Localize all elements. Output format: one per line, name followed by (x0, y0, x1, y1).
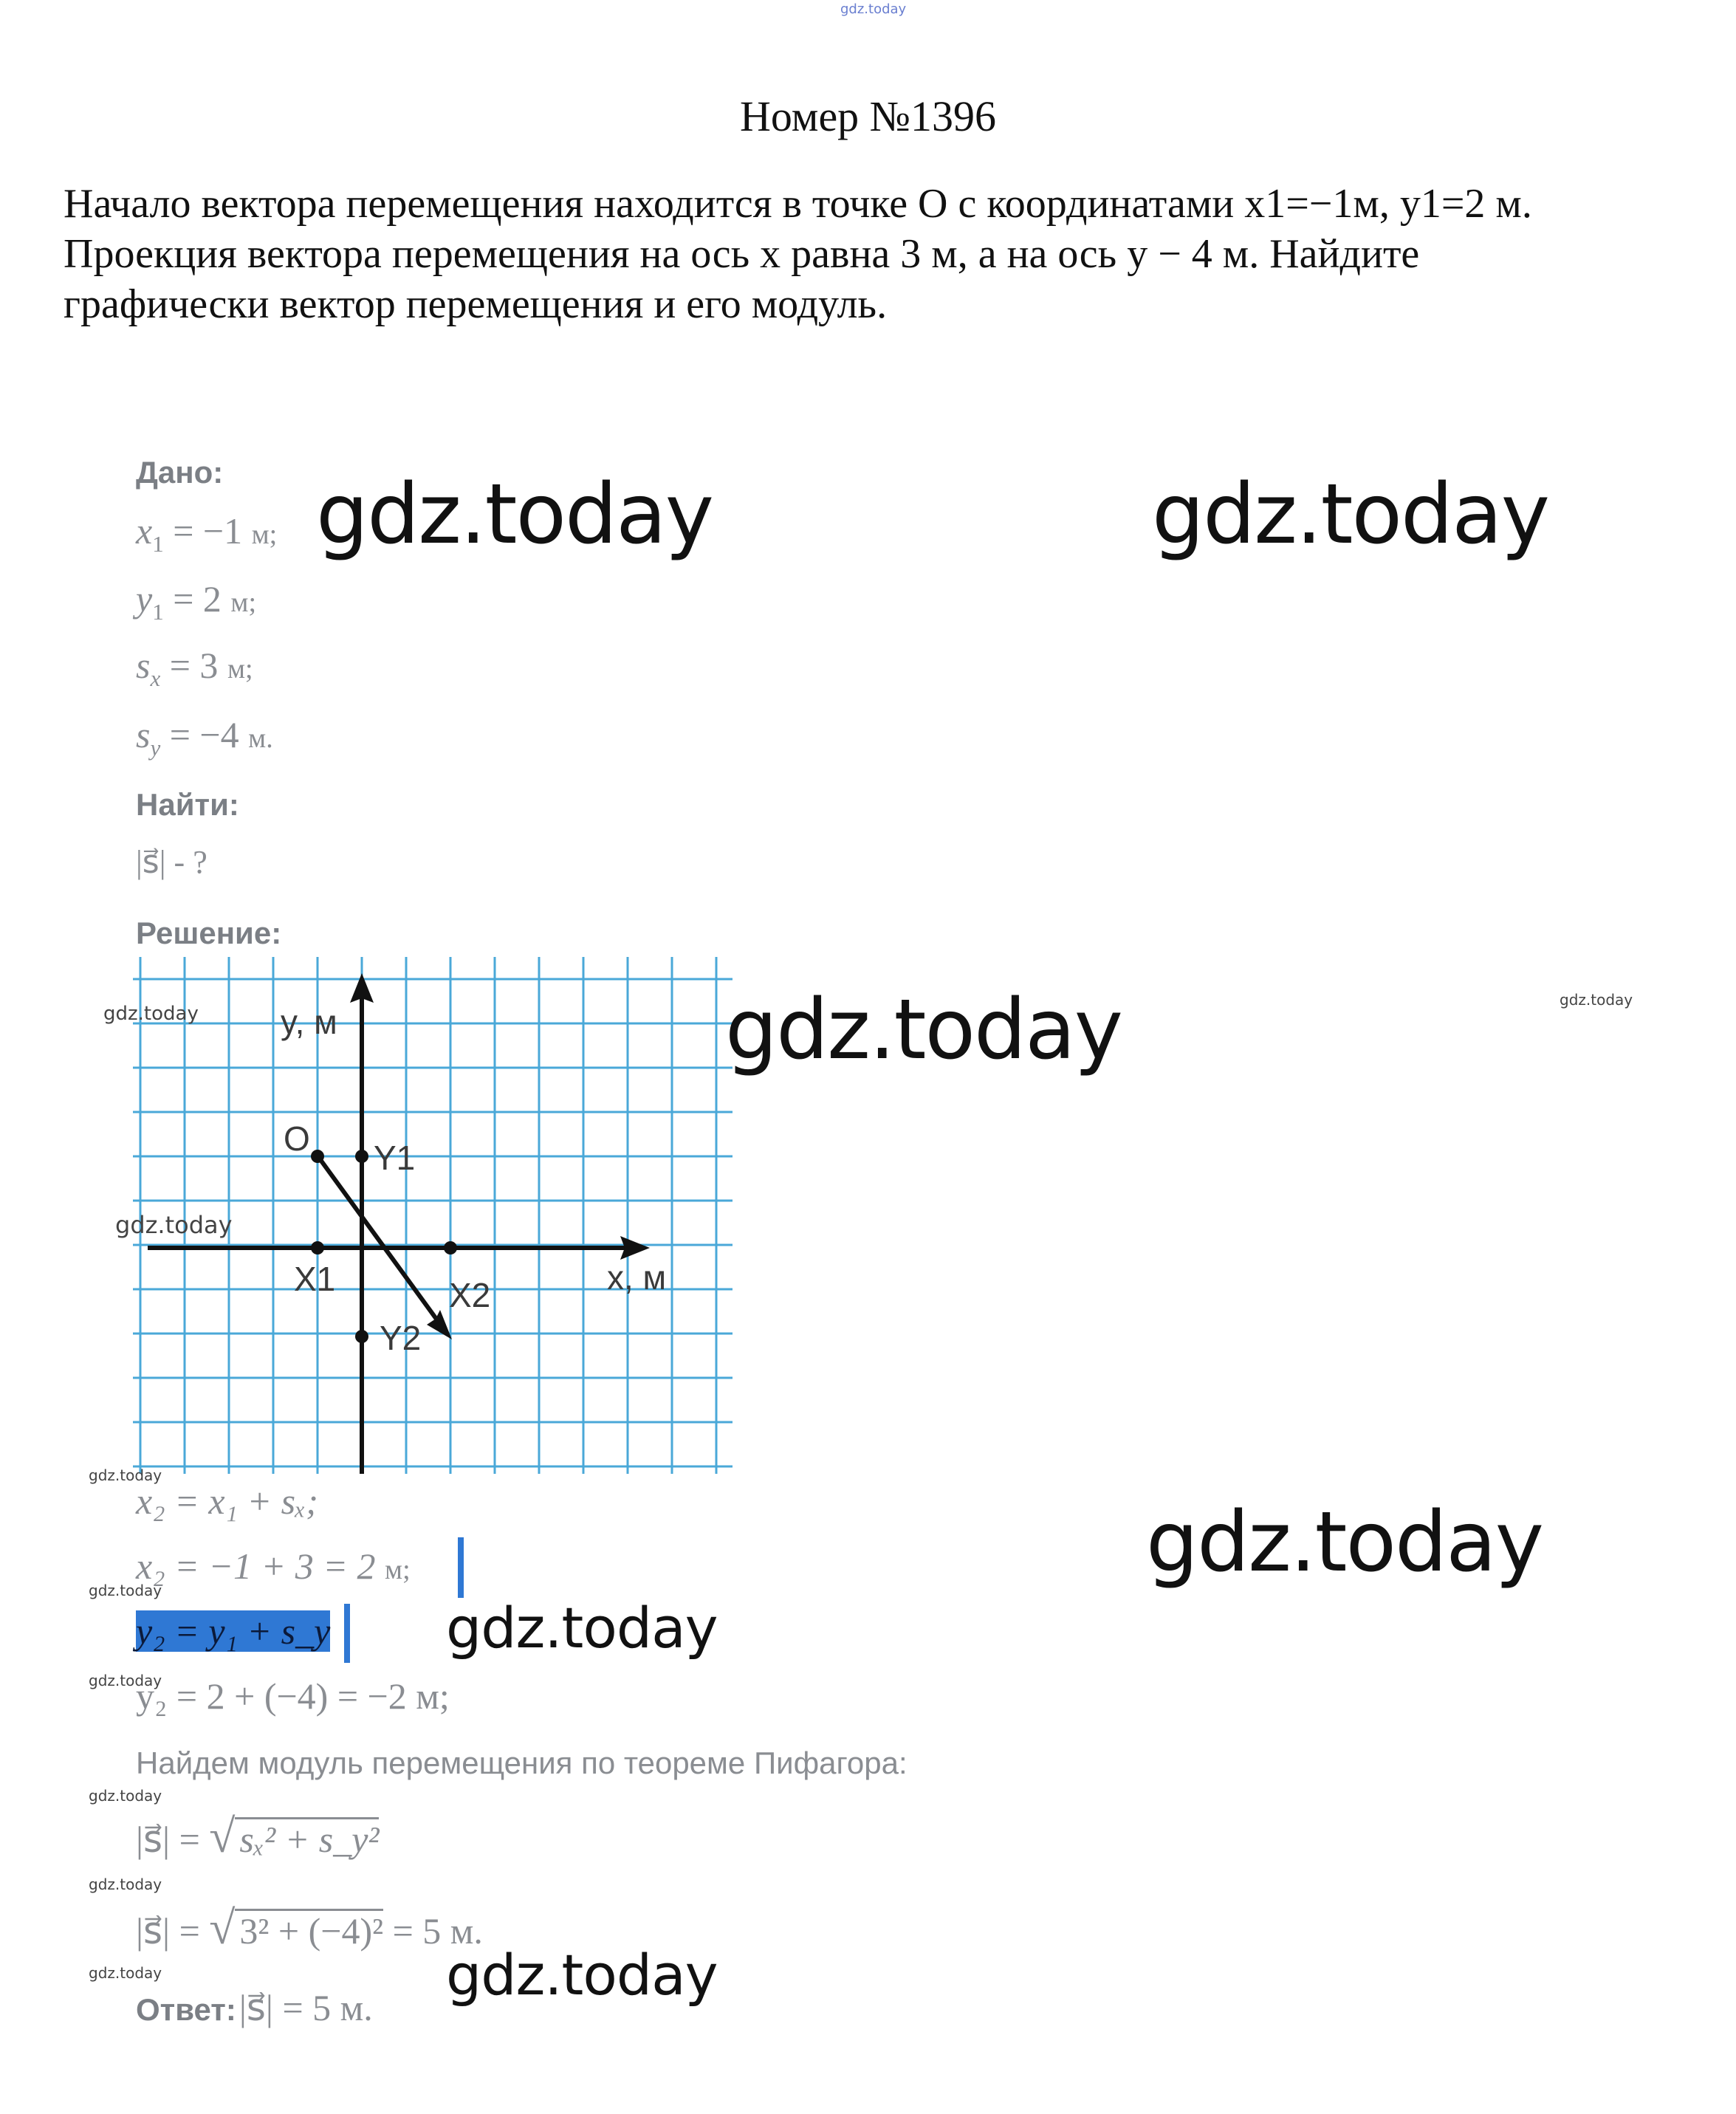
watermark-small-2: gdz.today (115, 1211, 233, 1239)
given-y1-unit: м; (230, 587, 257, 618)
x-axis-label: x, м (607, 1258, 667, 1297)
given-sy-symbol: s (136, 714, 151, 755)
watermark-med-1: gdz.today (446, 1595, 718, 1661)
label-o: O (284, 1119, 310, 1158)
modulus-calc-left: |s⃗| = (136, 1910, 200, 1952)
answer-label: Ответ: (136, 1992, 236, 2027)
watermark-xs-1: gdz.today (89, 1466, 162, 1484)
page-title: Номер №1396 (739, 92, 997, 140)
given-sy-unit: м. (248, 723, 273, 754)
answer-value: |s⃗| = 5 м. (239, 1987, 373, 2028)
pythagoras-text: Найдем модуль перемещения по теореме Пифагора: (136, 1746, 908, 1780)
given-sx-symbol: s (136, 645, 151, 686)
label-y2: Y2 (380, 1319, 422, 1357)
watermark-big-1: gdz.today (316, 467, 713, 563)
given-x1-unit: м; (251, 519, 278, 550)
label-x1: X1 (294, 1260, 336, 1298)
modulus-calc-radicand: 3² + (−4)² (235, 1909, 383, 1952)
point-x1 (311, 1241, 324, 1255)
problem-line-3: графически вектор перемещения и его модуль. (64, 281, 888, 327)
equation-x2-value-text: x₂ = −1 + 3 = 2 (136, 1545, 376, 1587)
text-cursor (458, 1537, 464, 1598)
label-x2: X2 (449, 1276, 491, 1314)
equation-x2-formula: x₂ = x₁ + sₓ; (136, 1480, 318, 1522)
equation-y2-formula-highlight[interactable]: y₂ = y₁ + s_y (136, 1610, 331, 1652)
given-label: Дано: (136, 455, 224, 490)
watermark-med-2: gdz.today (446, 1942, 718, 2008)
x-axis-arrow (620, 1236, 650, 1260)
watermark-big-4: gdz.today (1146, 1494, 1543, 1590)
given-y1-value: = 2 (173, 578, 222, 620)
sqrt-icon: √ (209, 1810, 236, 1862)
y-axis-arrow (350, 973, 374, 1003)
modulus-formula-left: |s⃗| = (136, 1819, 200, 1860)
equation-x2-value (136, 1545, 411, 1588)
watermark-small-1: gdz.today (103, 1003, 199, 1025)
watermark-big-2: gdz.today (1152, 467, 1549, 563)
problem-line-2: Проекция вектора перемещения на ось x равна 3 м, а на ось y − 4 м. Найдите (64, 231, 1420, 277)
watermark-xs-3: gdz.today (89, 1672, 162, 1689)
point-x2 (444, 1241, 457, 1255)
watermark-xs-5: gdz.today (89, 1876, 162, 1893)
point-y1 (355, 1150, 368, 1163)
equation-y2-formula (136, 1610, 330, 1653)
given-sy-value: = −4 (169, 714, 239, 755)
given-sx-value: = 3 (169, 645, 219, 686)
watermark-small-3: gdz.today (1560, 991, 1633, 1009)
given-x1-symbol: x (136, 510, 153, 552)
given-x1 (136, 509, 277, 557)
solution-label: Решение: (136, 916, 282, 950)
given-x1-value: = −1 (173, 510, 243, 552)
equation-y2-value: y₂ = 2 + (−4) = −2 м; (136, 1675, 450, 1717)
modulus-calc-result: = 5 м. (392, 1910, 483, 1952)
y-axis-label: y, м (281, 1003, 337, 1041)
given-x1-sub: 1 (152, 531, 164, 557)
modulus-formula (136, 1809, 379, 1864)
selection-caret (344, 1604, 350, 1663)
problem-line-1: Начало вектора перемещения находится в точке O с координатами x1=−1м, y1=2 м. (64, 181, 1532, 227)
top-watermark: gdz.today (840, 1, 907, 17)
watermark-xs-4: gdz.today (89, 1787, 162, 1805)
modulus-formula-radicand: sₓ² + s_y² (235, 1817, 379, 1860)
watermark-xs-6: gdz.today (89, 1964, 162, 1982)
point-o (311, 1150, 324, 1163)
find-label: Найти: (136, 787, 239, 822)
watermark-big-3: gdz.today (725, 982, 1122, 1078)
given-sy-sub: y (150, 735, 161, 761)
modulus-calc (136, 1901, 483, 1955)
problem-statement (64, 179, 1703, 329)
given-sx-sub: x (150, 665, 161, 691)
equation-x2-unit: м; (385, 1554, 411, 1585)
watermark-xs-2: gdz.today (89, 1582, 162, 1599)
find-value: |s⃗| - ? (136, 844, 207, 880)
answer-line (136, 1986, 373, 2029)
given-y1-sub: 1 (152, 599, 164, 625)
given-y1-symbol: y (136, 578, 153, 620)
given-sx-unit: м; (227, 653, 253, 684)
sqrt-icon: √ (209, 1901, 236, 1954)
given-y1 (136, 577, 256, 625)
point-y2 (355, 1330, 368, 1343)
label-y1: Y1 (374, 1139, 416, 1177)
given-sy (136, 713, 273, 761)
given-sx (136, 644, 253, 692)
